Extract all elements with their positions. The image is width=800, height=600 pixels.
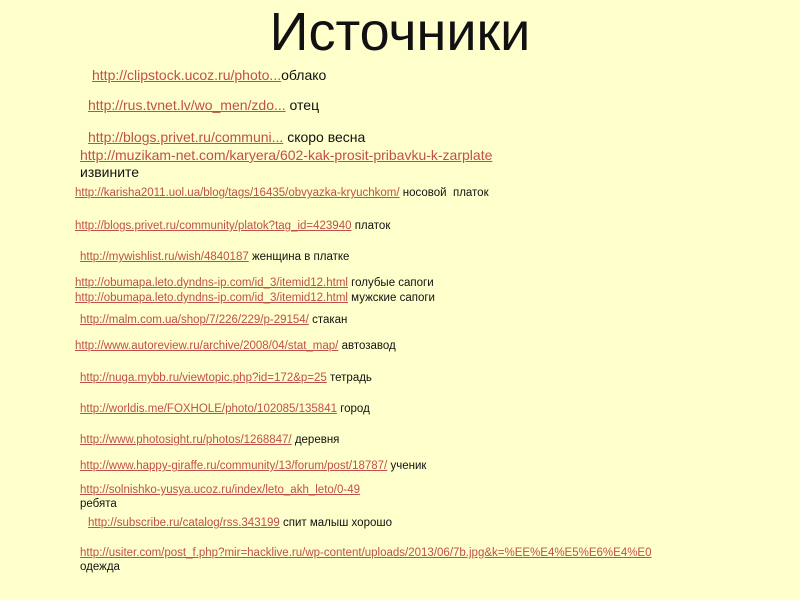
source-description: мужские сапоги <box>351 292 435 304</box>
source-description: скоро весна <box>287 129 366 145</box>
source-description: женщина в платке <box>251 251 350 263</box>
source-item <box>80 483 360 511</box>
source-description: голубые сапоги <box>351 277 434 289</box>
source-link[interactable]: http://www.photosight.ru/photos/1268847/ <box>80 434 292 446</box>
source-link[interactable]: http://usiter.com/post_f.php?mir=hacklive.ru/wp-content/uploads/2013/06/7b.jpg&k=%EE%E4%E5%E6%E4%E0 <box>80 547 652 559</box>
source-link[interactable]: http://obumapa.leto.dyndns-ip.com/id_3/itemid12.html <box>75 277 348 289</box>
source-item <box>80 313 347 327</box>
source-description: тетрадь <box>330 372 372 384</box>
source-link[interactable]: http://worldis.me/FOXHOLE/photo/102085/135841 <box>80 403 337 415</box>
source-item <box>75 276 434 290</box>
source-description: одежда <box>80 561 120 573</box>
source-description: носовой платок <box>402 187 489 199</box>
source-item <box>75 339 396 353</box>
source-description: спит малыш хорошо <box>282 517 392 529</box>
source-item <box>80 402 370 416</box>
source-link[interactable]: http://rus.tvnet.lv/wo_men/zdo... <box>88 97 286 113</box>
source-item <box>75 291 435 305</box>
source-description: облако <box>281 67 327 83</box>
source-item <box>88 516 392 530</box>
source-item <box>80 433 339 447</box>
source-description: автозавод <box>341 340 396 352</box>
source-item <box>75 186 489 200</box>
source-link[interactable]: http://blogs.privet.ru/community/platok?tag_id=423940 <box>75 220 352 232</box>
source-link[interactable]: http://nuga.mybb.ru/viewtopic.php?id=172&p=25 <box>80 372 327 384</box>
source-item <box>80 371 372 385</box>
source-description: отец <box>289 97 320 113</box>
source-link[interactable]: http://karisha2011.uol.ua/blog/tags/16435/obvyazka-kryuchkom/ <box>75 187 400 199</box>
source-link[interactable]: http://subscribe.ru/catalog/rss.343199 <box>88 517 280 529</box>
page-title: Источники <box>269 2 531 62</box>
source-item <box>75 219 390 233</box>
source-link[interactable]: http://mywishlist.ru/wish/4840187 <box>80 251 249 263</box>
source-link[interactable]: http://blogs.privet.ru/communi... <box>88 129 284 145</box>
source-description: платок <box>354 220 391 232</box>
source-link[interactable]: http://malm.com.ua/shop/7/226/229/p-29154/ <box>80 314 309 326</box>
source-link[interactable]: http://clipstock.ucoz.ru/photo... <box>92 67 282 83</box>
source-link[interactable]: http://www.happy-giraffe.ru/community/13/forum/post/18787/ <box>80 460 388 472</box>
source-item <box>80 546 652 574</box>
source-link[interactable]: http://solnishko-yusya.ucoz.ru/index/leto_akh_leto/0-49 <box>80 484 360 496</box>
source-description: ученик <box>390 460 427 472</box>
source-item <box>92 67 326 84</box>
source-link[interactable]: http://muzikam-net.com/karyera/602-kak-prosit-pribavku-k-zarplate <box>80 147 493 163</box>
source-description: стакан <box>312 314 348 326</box>
source-item <box>88 97 319 114</box>
source-link[interactable]: http://www.autoreview.ru/archive/2008/04/stat_map/ <box>75 340 339 352</box>
source-item <box>80 459 426 473</box>
source-item <box>80 250 349 264</box>
source-item <box>88 129 365 146</box>
source-description: извините <box>80 164 140 180</box>
source-description: ребята <box>80 498 117 510</box>
source-description: деревня <box>294 434 340 446</box>
source-item <box>80 147 492 181</box>
source-description: город <box>340 403 370 415</box>
source-link[interactable]: http://obumapa.leto.dyndns-ip.com/id_3/itemid12.html <box>75 292 348 304</box>
